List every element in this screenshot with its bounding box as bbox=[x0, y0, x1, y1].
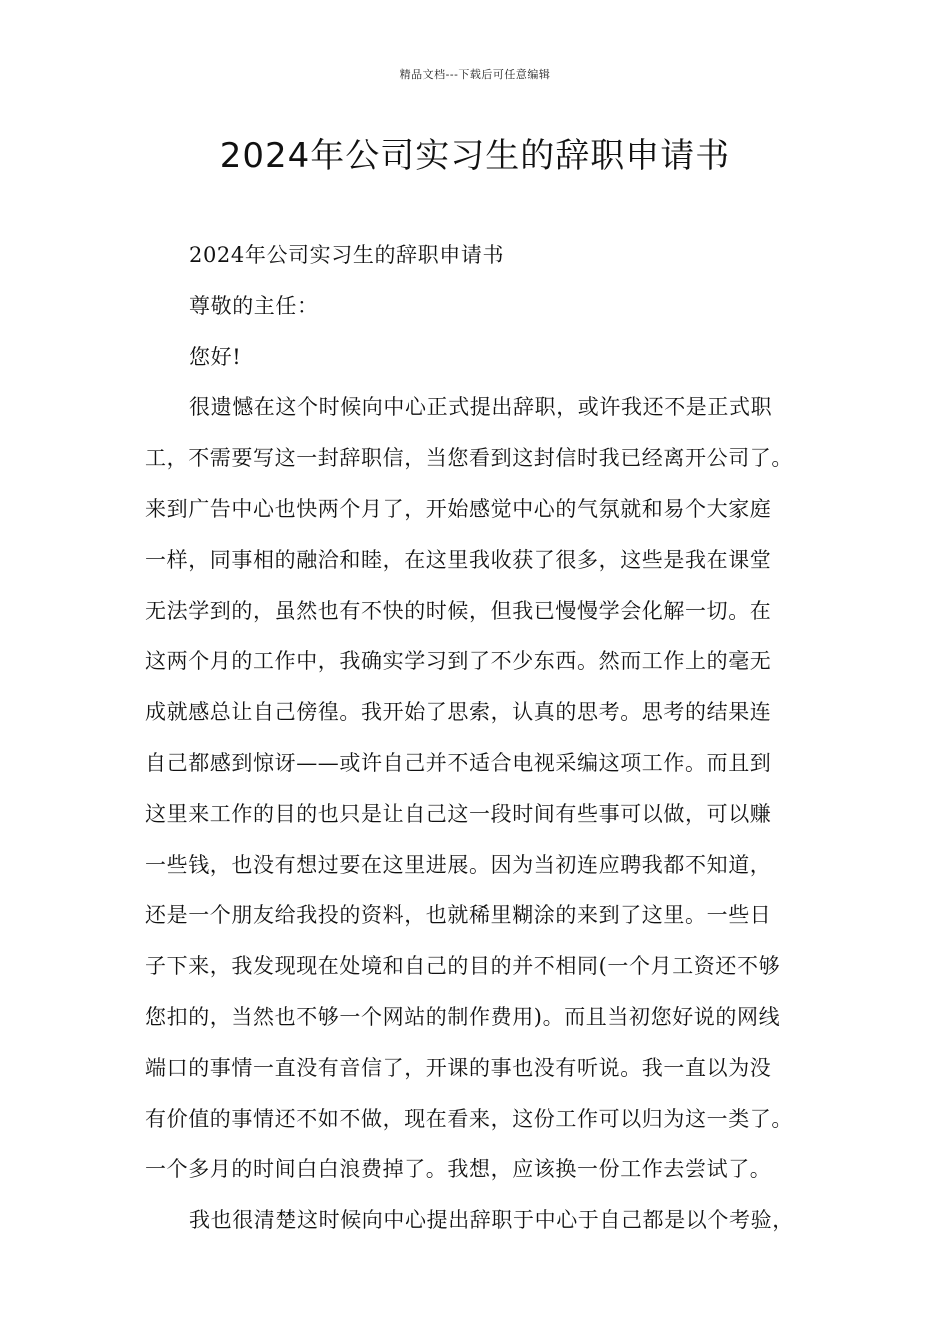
body-line: 一个多月的时间白白浪费掉了。我想，应该换一份工作去尝试了。 bbox=[145, 1157, 772, 1182]
document-title: 2024年公司实习生的辞职申请书 bbox=[219, 136, 731, 176]
document-body bbox=[145, 230, 835, 1246]
body-line: 工，不需要写这一封辞职信，当您看到这封信时我已经离开公司了。 bbox=[145, 446, 793, 471]
body-line: 一些钱，也没有想过要在这里进展。因为当初连应聘我都不知道， bbox=[145, 852, 772, 877]
body-line: 我也很清楚这时候向中心提出辞职于中心于自己都是以个考验， bbox=[189, 1208, 794, 1233]
body-line-subtitle: 2024年公司实习生的辞职申请书 bbox=[189, 243, 505, 267]
body-line: 这里来工作的目的也只是让自己这一段时间有些事可以做，可以赚 bbox=[145, 801, 772, 826]
header-note: 精品文档---下载后可任意编辑 bbox=[399, 68, 551, 81]
body-line: 一样，同事相的融洽和睦，在这里我收获了很多，这些是我在课堂 bbox=[145, 547, 772, 572]
body-line: 还是一个朋友给我投的资料，也就稀里糊涂的来到了这里。一些日 bbox=[145, 903, 772, 928]
body-line: 端口的事情一直没有音信了，开课的事也没有听说。我一直以为没 bbox=[145, 1055, 772, 1080]
body-line: 有价值的事情还不如不做，现在看来，这份工作可以归为这一类了。 bbox=[145, 1106, 793, 1131]
body-line: 子下来，我发现现在处境和自己的目的并不相同(一个月工资还不够 bbox=[145, 954, 781, 979]
body-line: 成就感总让自己傍徨。我开始了思索，认真的思考。思考的结果连 bbox=[145, 700, 772, 725]
body-line-greeting: 您好! bbox=[189, 344, 242, 369]
body-line: 很遗憾在这个时候向中心正式提出辞职，或许我还不是正式职 bbox=[189, 395, 773, 420]
body-line: 无法学到的，虽然也有不快的时候，但我已慢慢学会化解一切。在 bbox=[145, 598, 772, 623]
body-line: 来到广告中心也快两个月了，开始感觉中心的气氛就和易个大家庭 bbox=[145, 496, 772, 521]
body-line: 这两个月的工作中，我确实学习到了不少东西。然而工作上的毫无 bbox=[145, 649, 772, 674]
body-line: 自己都感到惊讶——或许自己并不适合电视采编这项工作。而且到 bbox=[145, 750, 772, 775]
body-line-salutation: 尊敬的主任： bbox=[189, 293, 319, 318]
body-line: 您扣的，当然也不够一个网站的制作费用)。而且当初您好说的网线 bbox=[145, 1004, 781, 1029]
